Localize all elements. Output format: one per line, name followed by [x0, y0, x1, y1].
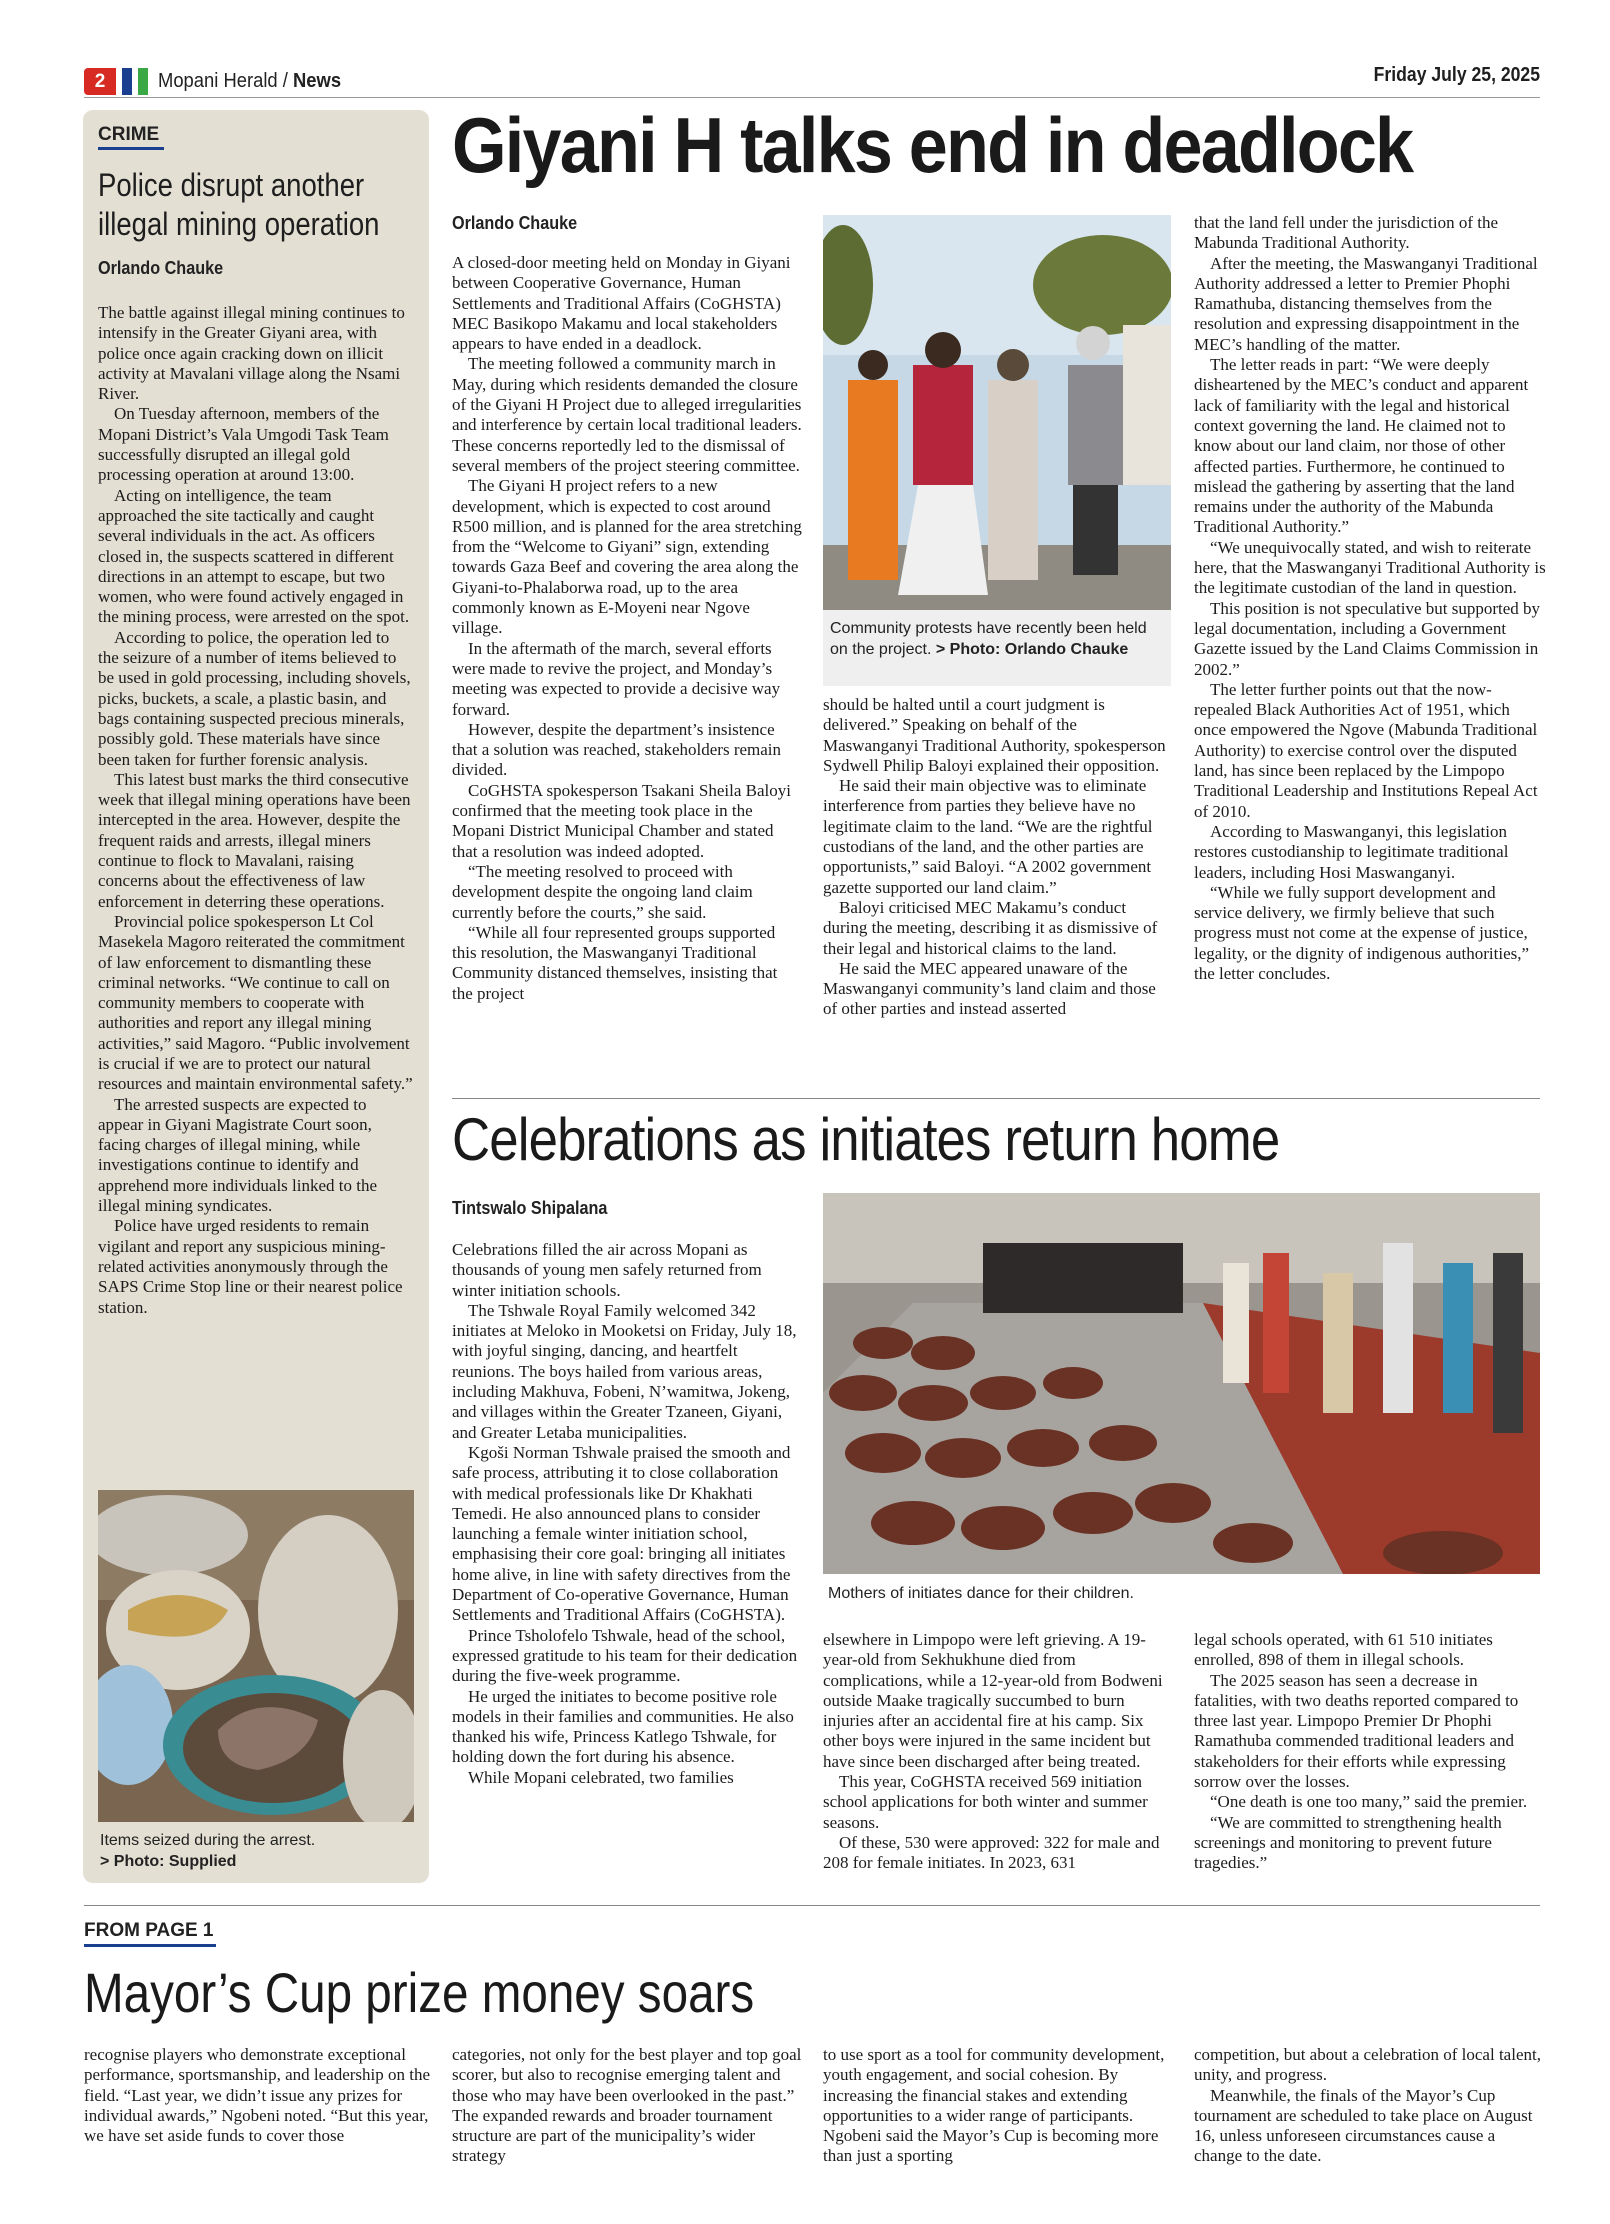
flag-stripe-blue	[122, 68, 132, 95]
from-page-underline	[84, 1944, 216, 1947]
protest-photo	[823, 215, 1171, 610]
page-number-badge: 2	[84, 68, 116, 95]
initiates-column-1: Celebrations filled the air across Mopani as thousands of young men safely returned from winter initiation schools. The Tshwale Royal Family welcomed 342 initiates at Meloko in Mooketsi on Friday, July 18, with joyful singing, dancing, and heartfelt reunions. The boys hailed from various areas, including Makhuva, Fobeni, N’wamitwa, Jokeng, and villages within the Greater Tzaneen, Giyani, and Greater Letaba municipalities. Kgoši Norman Tshwale praised the smooth and safe process, attributing it to close collaboration with medical professionals like Dr Khakhati Temedi. He also announced plans to consider launching a female winter initiation school, emphasising their core goal: bringing all initiates home alive, in line with safety directives from the Department of Co-operative Governance, Human Settlements and Traditional Affairs (CoGHSTA). Prince Tsholofelo Tshwale, head of the school, expressed gratitude to his team for their dedication during the five-week programme. He urged the initiates to become positive role models in their families and communities. He also thanked his wife, Princess Katlego Tshwale, for holding down the fort during his absence. While Mopani celebrated, two families	[452, 1240, 798, 1787]
initiates-photo-caption: Mothers of initiates dance for their children.	[828, 1585, 1134, 1602]
section-name: News	[293, 70, 342, 92]
issue-date: Friday July 25, 2025	[1373, 64, 1540, 86]
protest-photo-credit: > Photo: Orlando Chauke	[935, 641, 1129, 658]
mayors-cup-column-4: competition, but about a celebration of local talent, unity, and progress. Meanwhile, the finals of the Mayor’s Cup tournament are scheduled to take place on August 16, unless unforeseen circumstances cause a change to the date.	[1194, 2045, 1541, 2166]
mayors-cup-column-1: recognise players who demonstrate exceptional performance, sportsmanship, and leadership on the field. “Last year, we didn’t issue any prizes for individual awards,” Ngobeni noted. “But this year, we have set aside funds to cover those	[84, 2045, 431, 2146]
initiates-headline: Celebrations as initiates return home	[452, 1106, 1280, 1173]
mayors-cup-column-2: categories, not only for the best player and top goal scorer, but also to recognise emerging talent and those who may have been overlooked in the past.” The expanded rewards and broader tournament structure are part of the municipality’s wider strategy	[452, 2045, 802, 2166]
flag-stripe-green	[138, 68, 148, 95]
sidebar-headline: Police disrupt another illegal mining operation	[98, 167, 380, 242]
initiates-photo	[823, 1193, 1540, 1574]
seized-items-photo	[98, 1490, 414, 1822]
protest-illustration	[823, 215, 1171, 610]
section-label-underline	[98, 147, 164, 150]
initiates-byline: Tintswalo Shipalana	[452, 1198, 608, 1218]
mayors-cup-headline: Mayor’s Cup prize money soars	[84, 1961, 755, 2024]
sidebar-body: The battle against illegal mining continues to intensify in the Greater Giyani area, with police once again cracking down on illicit activity at Mavalani village along the Nsami River. On Tuesday afternoon, members of the Mopani District’s Vala Umgodi Task Team successfully disrupted an illegal gold processing operation at around 13:00. Acting on intelligence, the team approached the site tactically and caught several individuals in the act. As officers closed in, the suspects scattered in different directions in an attempt to escape, but two women, who were found actively engaged in the mining process, were arrested on the spot. According to police, the operation led to the seizure of a number of items believed to be used in gold processing, including shovels, picks, buckets, a scale, a plastic basin, and bags containing suspected precious minerals, possibly gold. These materials have since been taken for further forensic analysis. This latest bust marks the third consecutive week that illegal mining operations have been intercepted in the area. However, despite the frequent raids and arrests, illegal miners continue to flock to Mavalani, raising concerns about the effectiveness of law enforcement in deterring these operations. Provincial police spokesperson Lt Col Masekela Magoro reiterated the commitment of law enforcement to dismantling these criminal networks. “We continue to call on community members to cooperate with authorities and report any illegal mining activities,” said Magoro. “Public involvement is crucial if we are to protect our natural resources and maintain environmental safety.” The arrested suspects are expected to appear in Giyani Magistrate Court soon, facing charges of illegal mining, while investigations continue to identify and apprehend more individuals linked to the illegal mining syndicates. Police have urged residents to remain vigilant and report any suspicious mining-related activities anonymously through the SAPS Crime Stop line or their nearest police station.	[98, 303, 413, 1317]
giyani-headline: Giyani H talks end in deadlock	[452, 101, 1413, 189]
initiates-column-3: legal schools operated, with 61 510 initiates enrolled, 898 of them in illegal schools. The 2025 season has seen a decrease in fatalities, with two deaths reported compared to three last year. Limpopo Premier Dr Phophi Ramathuba commended traditional leaders and stakeholders for their efforts while expressing sorrow over the losses. “One death is one too many,” said the premier. “We are committed to strengthening health screenings and monitoring to prevent future tragedies.”	[1194, 1630, 1528, 1873]
publication-name: Mopani Herald	[158, 70, 278, 92]
giyani-column-3: that the land fell under the jurisdiction of the Mabunda Traditional Authority. After the meeting, the Maswanganyi Traditional Authority addressed a letter to Premier Phophi Ramathuba, distancing themselves from the resolution and expressing disappointment in the MEC’s handling of the matter. The letter reads in part: “We were deeply disheartened by the MEC’s conduct and apparent lack of familiarity with the legal and historical context governing the land. He claimed not to know about our land claim, nor those of other affected parties. Furthermore, he continued to mislead the gathering by asserting that the land remains under the authority of the Mabunda Traditional Authority.” “We unequivocally stated, and wish to reiterate here, that the Maswanganyi Traditional Authority is the legitimate custodian of the land in question. This position is not speculative but supported by legal documentation, including a Government Gazette issued by the Land Claims Commission in 2002.” The letter further points out that the now-repealed Black Authorities Act of 1951, which once empowered the Ngove (Mabunda Traditional Authority) to exercise control over the disputed land, has since been replaced by the Limpopo Traditional Leadership and Institutions Repeal Act of 2010. According to Maswanganyi, this legislation restores custodianship to legitimate traditional leaders, including Hosi Maswanganyi. “While we fully support development and service delivery, we firmly believe that such progress must not come at the expense of justice, legality, or the dignity of indigenous authorities,” the letter concludes.	[1194, 213, 1546, 983]
from-page-label: FROM PAGE 1	[84, 1920, 214, 1941]
bottom-divider	[84, 1905, 1540, 1906]
header-rule	[84, 97, 1540, 98]
giyani-column-1: A closed-door meeting held on Monday in Giyani between Cooperative Governance, Human Settlements and Traditional Affairs (CoGHSTA) MEC Basikopo Makamu and local stakeholders appears to have ended in a deadlock. The meeting followed a community march in May, during which residents demanded the closure of the Giyani H Project due to alleged irregularities and interference by certain local traditional leaders. These concerns reportedly led to the dismissal of several members of the project steering committee. The Giyani H project refers to a new development, which is expected to cost around R500 million, and is planned for the area stretching from the “Welcome to Giyani” sign, extending towards Gaza Beef and covering the area along the Giyani-to-Phalaborwa road, up to the area commonly known as E-Moyeni near Ngove village. In the aftermath of the march, several efforts were made to revive the project, and Monday’s meeting was expected to provide a decisive way forward. However, despite the department’s insistence that a solution was reached, stakeholders remain divided. CoGHSTA spokesperson Tsakani Sheila Baloyi confirmed that the meeting took place in the Mopani District Municipal Chamber and stated that a resolution was indeed adopted. “The meeting resolved to proceed with development despite the ongoing land claim currently before the courts,” she said. “While all four represented groups supported this resolution, the Maswanganyi Traditional Community distanced themselves, insisting that the project	[452, 253, 802, 1003]
initiates-column-2: elsewhere in Limpopo were left grieving. A 19-year-old from Sekhukhune died from complications, while a 12-year-old from Bodweni outside Maake tragically succumbed to burn injuries after an accidental fire at his camp. Six other boys were injured in the same incident but have since been discharged after being treated. This year, CoGHSTA received 569 initiation school applications for both winter and summer seasons. Of these, 530 were approved: 322 for male and 208 for female initiates. In 2023, 631	[823, 1630, 1163, 1873]
mayors-cup-column-3: to use sport as a tool for community development, youth engagement, and social cohesion. By increasing the financial stakes and extending opportunities to a wider range of participants. Ngobeni said the Mayor’s Cup is becoming more than just a sporting	[823, 2045, 1165, 2166]
sidebar-photo-credit: > Photo: Supplied	[100, 1853, 237, 1870]
protest-photo-caption: Community protests have recently been held on the project. > Photo: Orlando Chauke	[830, 620, 1147, 658]
publication-line: Mopani Herald / News	[158, 70, 342, 92]
sidebar-photo-caption: Items seized during the arrest. > Photo: Supplied	[100, 1832, 316, 1870]
article-divider	[452, 1098, 1540, 1099]
seized-items-illustration	[98, 1490, 414, 1822]
section-label: CRIME	[98, 124, 160, 145]
giyani-column-2: should be halted until a court judgment is delivered.” Speaking on behalf of the Maswanganyi Traditional Authority, spokesperson Sydwell Philip Baloyi explained their opposition. He said their main objective was to eliminate interference from parties they believe have no legitimate claim to the land. “We are the rightful custodians of the land, and the other parties are opportunists,” said Baloyi. “A 2002 government gazette supported our land claim.” Baloyi criticised MEC Makamu’s conduct during the meeting, describing it as dismissive of their legal and historical claims to the land. He said the MEC appeared unaware of the Maswanganyi community’s land claim and those of other parties and instead asserted	[823, 695, 1166, 1019]
giyani-byline: Orlando Chauke	[452, 213, 578, 233]
sidebar-byline: Orlando Chauke	[98, 258, 224, 278]
initiates-illustration	[823, 1193, 1540, 1574]
